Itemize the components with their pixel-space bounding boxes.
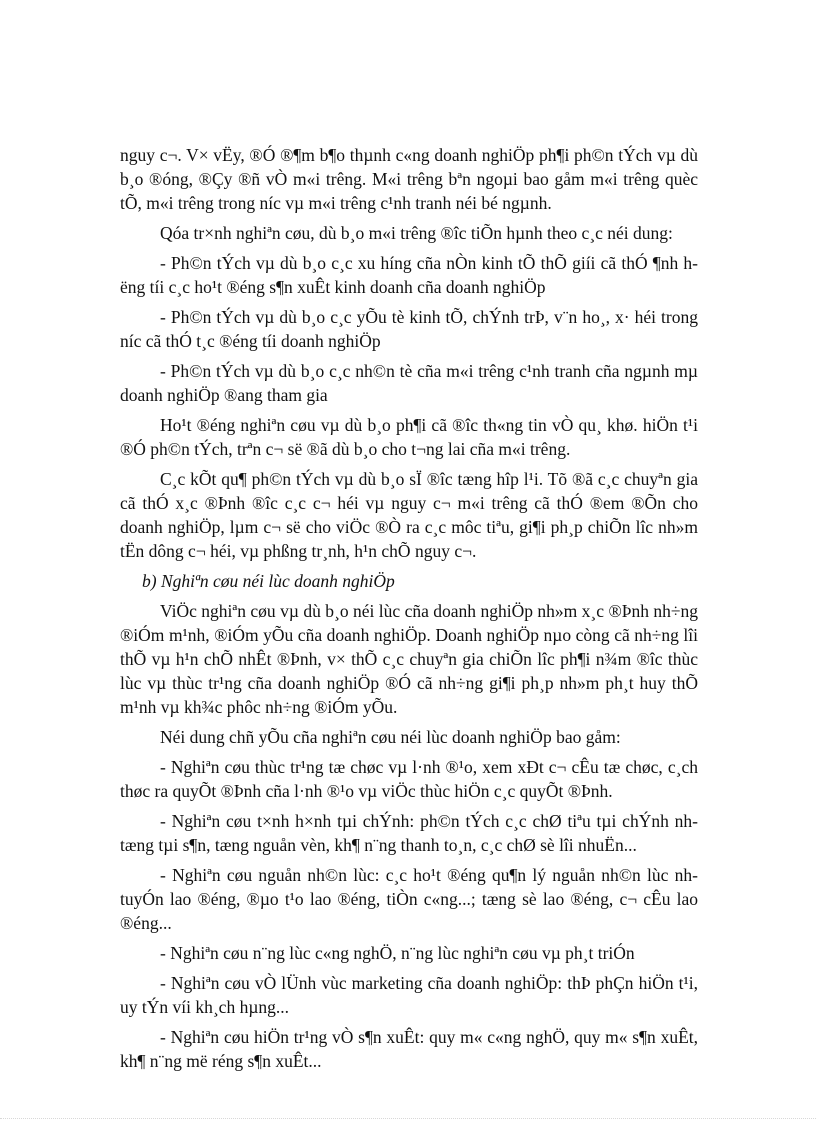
list-item-organization: - Nghiªn cøu thùc tr¹ng tæ chøc vµ l·nh ®¹o, xem xÐt c¬ cÊu tæ chøc, c¸ch thøc ra quyÕt ®Þnh cña l·nh ®¹o vµ viÖc thùc hiÖn c¸c quyÕt ®Þnh. [120, 757, 698, 801]
paragraph-research-process: Qóa tr×nh nghiªn cøu, dù b¸o m«i trêng ®îc tiÕn hµnh theo c¸c néi dung: [160, 223, 673, 243]
paragraph-main-content: Néi dung chñ yÕu cña nghiªn cøu néi lùc doanh nghiÖp bao gåm: [160, 727, 621, 747]
list-item-production: - Nghiªn cøu hiÖn tr¹ng vÒ s¶n xuÊt: quy m« c«ng nghÖ, quy m« s¶n xuÊt, kh¶ n¨ng më réng s¶n xuÊt... [120, 1027, 698, 1071]
section-heading: b) Nghiªn cøu néi lùc doanh nghiÖp [142, 571, 395, 591]
paragraph-information: Ho¹t ®éng nghiªn cøu vµ dù b¸o ph¶i cã ®îc th«ng tin vÒ qu¸ khø. hiÖn t¹i ®Ó ph©n tÝch, trªn c¬ së ®ã dù b¸o cho t¬ng lai cña m«i trêng. [120, 415, 698, 459]
list-item-technology: - Nghiªn cøu n¨ng lùc c«ng nghÖ, n¨ng lùc nghiªn cøu vµ ph¸t triÓn [160, 943, 635, 963]
list-item-human-resources: - Nghiªn cøu nguån nh©n lùc: c¸c ho¹t ®éng qu¶n lý nguån nh©n lùc nh tuyÓn lao ®éng, ®µo t¹o lao ®éng, tiÒn c«ng...; tæng sè lao ®éng, c¬ cÊu lao ®éng... [120, 865, 698, 933]
paragraph-results: C¸c kÕt qu¶ ph©n tÝch vµ dù b¸o sÏ ®îc tæng hîp l¹i. Tõ ®ã c¸c chuyªn gia cã thÓ x¸c ®Þnh ®îc c¸c c¬ héi vµ nguy c¬ m«i trêng cã thÓ ®em ®Õn cho doanh nghiÖp, lµm c¬ së cho viÖc ®Ò ra c¸c môc tiªu, gi¶i ph¸p chiÕn lîc nh»m tËn dông c¬ héi, vµ phßng tr¸nh, h¹n chÕ nguy c¬. [120, 469, 698, 561]
list-item-finance: - Nghiªn cøu t×nh h×nh tµi chÝnh: ph©n tÝch c¸c chØ tiªu tµi chÝnh nh tæng tµi s¶n, tæng nguån vèn, kh¶ n¨ng thanh to¸n, c¸c chØ sè lîi nhuËn... [120, 811, 698, 855]
list-item-world-economy: - Ph©n tÝch vµ dù b¸o c¸c xu híng cña nÒn kinh tÕ thÕ giíi cã thÓ ¶nh hëng tíi c¸c ho¹t ®éng s¶n xuÊt kinh doanh cña doanh nghiÖp [120, 253, 698, 297]
paragraph-continuation: nguy c¬. V× vËy, ®Ó ®¶m b¶o thµnh c«ng doanh nghiÖp ph¶i ph©n tÝch vµ dù b¸o ®óng, ®Çy ®ñ vÒ m«i trêng. M«i trêng bªn ngoµi bao gåm m«i trêng quèc tÕ, m«i trêng trong níc vµ m«i trêng c¹nh tranh néi bé ngµnh. [120, 145, 698, 213]
page-bottom-rule [0, 1118, 816, 1119]
list-item-competition: - Ph©n tÝch vµ dù b¸o c¸c nh©n tè cña m«i trêng c¹nh tranh cña ngµnh mµ doanh nghiÖp ®ang tham gia [120, 361, 698, 405]
list-item-marketing: - Nghiªn cøu vÒ lÜnh vùc marketing cña doanh nghiÖp: thÞ phÇn hiÖn t¹i, uy tÝn víi kh¸ch hµng... [120, 973, 698, 1017]
list-item-domestic-factors: - Ph©n tÝch vµ dù b¸o c¸c yÕu tè kinh tÕ, chÝnh trÞ, v¨n ho¸, x· héi trong níc cã thÓ t¸c ®éng tíi doanh nghiÖp [120, 307, 698, 351]
paragraph-internal-research: ViÖc nghiªn cøu vµ dù b¸o néi lùc cña doanh nghiÖp nh»m x¸c ®Þnh nh÷ng ®iÓm m¹nh, ®iÓm yÕu cña doanh nghiÖp. Doanh nghiÖp nµo còng cã nh÷ng lîi thÕ vµ h¹n chÕ nhÊt ®Þnh, v× thÕ c¸c chuyªn gia chiÕn lîc ph¶i n¾m ®îc thùc lùc vµ thùc tr¹ng cña doanh nghiÖp ®Ó cã nh÷ng gi¶i ph¸p nh»m ph¸t huy thÕ m¹nh vµ kh¾c phôc nh÷ng ®iÓm yÕu. [120, 601, 698, 717]
document-page [120, 143, 698, 1079]
